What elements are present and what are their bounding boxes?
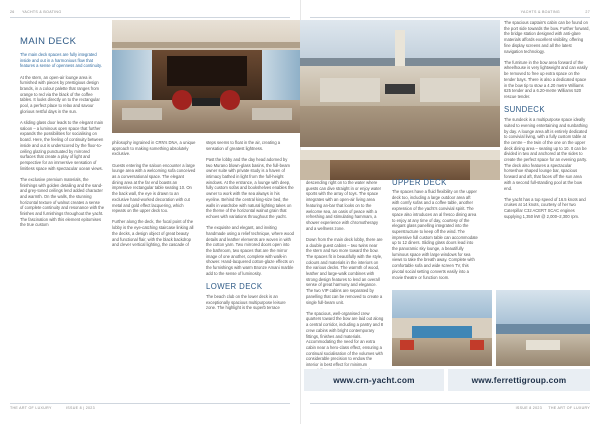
right-footer-rule xyxy=(310,403,590,404)
photo-deck-lounge xyxy=(300,20,500,147)
ad-ferretti-group[interactable] xyxy=(448,369,590,391)
lower-deck-para: descending right on to the water where guests can dive straight in or enjoy water sports with the array of toys. The space integrates with an open-air living area featuring an-bar that looks on to the welcome sea, an oasis of peace with a refreshing and stimulating hammam, a shower experience with chromotherapy and a wellness zone. xyxy=(306,180,382,231)
main-deck-title: MAIN DECK xyxy=(20,36,77,47)
lower-deck-para: Down from the main deck lobby, there are a double guest cabins – two twins near the stern and two more toward the bow. The spaces fit in beautifully with the style, colours and materials in the interiors on the various decks. The warmth of wood, leather and large-walk combines with strong design features to lend an overall sense of great harmony and elegance. The two VIP cabins are separated by panelling that can be removed to create a single full-beam unit. xyxy=(306,236,383,305)
ad-crn-yacht-url[interactable]: www.crn-yacht.com xyxy=(333,375,415,385)
main-deck-para: The exclusive premium materials, the finishings with golden detailing and the sand- and grey-toned ceilings lend added character and warmth. On the walls, the stunning horizontal texture of walnut creates a sense of complete continuity and resonance with the finishes and furnishings throughout the yacht. The fascination with this element epitomises the true custom xyxy=(20,176,105,228)
owner-suite-para: The exquisite and elegant, and inviting handmade using a relief technique, where wood details and leather elements are woven in with the cotton yarn. Two mirrored doors open into the bathroom, two spaces that are the mirror image of one another, complete with walk-in shower. Hand-lacquered cotton-glaze effects on the furnishings with warm Bronze Amani marble add to the sense of luminosity. xyxy=(206,225,294,276)
main-deck-intro: The main deck spaces are fully integrated inside and out in a harmonious flow that features a sense of openness and continuity. xyxy=(20,52,102,69)
photo-interior-strip xyxy=(300,150,500,180)
photo-main-saloon xyxy=(112,20,300,133)
column-lower-deck-cont xyxy=(306,180,384,379)
ad-crn-yacht[interactable] xyxy=(304,369,444,391)
right-header-section: YACHTS & BOATING xyxy=(520,10,560,14)
bridge-para: The furniture in the bow area forward of the wheelhouse is very lightweight and can easily be removed to free up extra space on the tender bays. There is also a dedicated space in the bow tip to stow a 4.20 metre Williams 625 tender and a 6.20-metre Williams 520 rescue tender. xyxy=(504,59,588,99)
owner-suite-para: steps seems to float in the air, creating a sensation of greatest lightness. xyxy=(206,140,281,151)
photo-sundeck-view xyxy=(496,290,590,366)
left-header-rule xyxy=(10,17,290,18)
lower-deck-para: The beach club on the lower deck is an exceptionally spacious multipurpose leisure zone. The highlight is the superb terrace xyxy=(206,293,286,311)
right-page-number: 27 xyxy=(585,10,590,14)
photo-pool-aft xyxy=(392,290,492,366)
sundeck-para: The yacht has a top speed of 16.5 knots and cruises at 14 knots, courtesy of her two Caterpillar C32 ACERT SCAC engines supplying 1,350 kW @ 2,000–2,300 rpm. xyxy=(504,196,586,219)
column-bridge-sundeck xyxy=(504,20,590,220)
saloon-para: Further along the deck, the focal point of the lobby is the eye-catching staircase linking all the decks, a design object of great beauty and functional flair, with the black backdrop and clever vertical lighting, the cascade of xyxy=(112,219,194,248)
upper-deck-title: UPPER DECK xyxy=(392,178,447,187)
left-header-section: YACHTS & BOATING xyxy=(22,10,62,14)
right-footer-mag: THE ART OF LUXURY xyxy=(548,406,590,410)
left-footer-mag: THE ART OF LUXURY xyxy=(10,406,52,410)
lower-deck-para: The spacious, well-organised crew quarters toward the bow are laid out along a central corridor, including a pantry and 8 crew cabins with bright contemporary fittings, finishes and materials. Accommodating the need for an extra cabin near a hero-class effect, ensuring a continual socialisation of the volumes with considerable precision to endow the interior in best effect for minimum xyxy=(306,310,384,368)
ad-ferretti-url[interactable]: www.ferrettigroup.com xyxy=(471,375,567,385)
left-footer-rule xyxy=(10,403,290,404)
main-deck-para: At the stern, an open-air lounge area is furnished with pieces by prestigious design brands, in a colour palette that ranges from orange to red via the black of the coffee tables. It looks directly on to the rectangular pool, a perfect place to relax and savour glorious restful days in the sun. xyxy=(20,74,100,114)
left-page-number: 26 xyxy=(10,10,15,14)
lower-deck-title: LOWER DECK xyxy=(206,281,263,291)
sundeck-title: SUNDECK xyxy=(504,105,545,115)
right-header-rule xyxy=(310,17,590,18)
main-deck-para: A sliding glass door leads to the elegant main saloon – a luminous open space that further expands the possibilities for socialising on board. Here, the feeling of continuity between inside and out is underscored by the floor-to-ceiling glazing punctuated by mirrored surfaces that create a play of light and perspective for an immersive sensation of limitless space with spectacular ocean views. xyxy=(20,120,104,171)
upper-deck-para: The spaces have a fluid flexibility on the upper deck too, including a large outdoor area aft with comfy sofas and a coffee table, another expression of the yacht's convivial spirit. The space also introduces an al fresco dining area to enjoy at any time of day, courtesy of the elegant glass panelling integrated into the superstructure to keep off the wind. The impressive full custom table can accommodate up to 12 diners. Sliding glass doors lead into the panoramic sky lounge, a beautifully luminous space with large windows for sea views to take the breath away. Complete with comfortable sofa and wide screen TV, this pivotal social setting converts easily into a movie theatre or function room. xyxy=(392,189,478,280)
owner-suite-para: Past the lobby and the day head adorned by two Murano blown-glass basins, the full-beam owner suite with private study is a haven of intimacy bathed in light from the full-height windows. At the entrance, a lounge with deep, fully custom sofas and bookshelves enables the owner to work with the sea always in his eyeline. Behind the central king-size bed, the walls in wardrobe with natural lighting takes on the theme of the horizontal walnut grain that echoes with variations throughout the yacht. xyxy=(206,156,294,219)
saloon-para: philosophy ingrained in CRN's DNA, a unique approach to making something absolutely exclusive. xyxy=(112,140,196,157)
bridge-para: The spacious captain's cabin can be found on the port side towards the bow. Further forward, the bridge station designed with anti-glare materials affords excellent visibility, offering fine display screens and all the latest navigation technology. xyxy=(504,20,590,54)
column-owner-suite xyxy=(206,140,294,311)
column-main-deck xyxy=(20,52,104,228)
column-upper-deck xyxy=(392,189,478,280)
saloon-para: Guests entering the saloon encounter a large lounge area with a welcoming sofa conceived as a conversational space. The elegant dining area at the far end boasts an impressive rectangular table seating 10. On the back wall, the eye is drawn to an exclusive hand-worked decoration with cut metal and gold effect lacquering, which repeats on the upper deck too. xyxy=(112,162,196,214)
column-saloon xyxy=(112,140,196,248)
sundeck-para: The sundeck is a multipurpose space ideally suited to evening entertaining and sunbathing by day. A lounge area aft is entirely dedicated to convivial living, with a fully custom table at the centre – the twin of the one on the upper deck dining area – seating up to 10. It can be divided in two and anchored at the sides to create the perfect space for an evening party. The deck also features a spectacular horseshoe shaped lounge bar, spacious forward and aft, that faces off the sun area with a second full-standing pool at the bow end. xyxy=(504,117,588,191)
right-footer-issue: ISSUE 8 2023 xyxy=(515,406,542,410)
left-footer-issue: ISSUE 8 | 2023 xyxy=(66,406,95,410)
